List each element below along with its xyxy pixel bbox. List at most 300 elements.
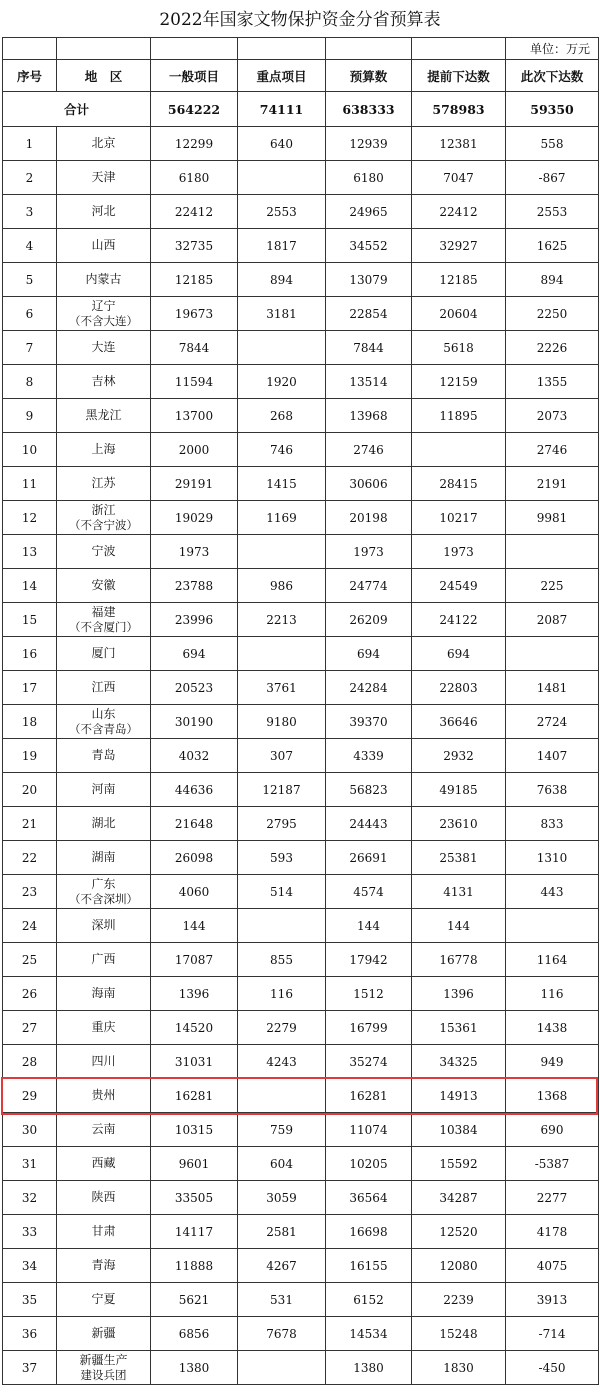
cell-current: 4178 bbox=[506, 1215, 599, 1249]
cell-budget: 26209 bbox=[326, 603, 412, 637]
cell-key: 2279 bbox=[238, 1011, 326, 1045]
cell-general: 22412 bbox=[151, 195, 238, 229]
table-row bbox=[3, 739, 599, 773]
region-note: （不含厦门） bbox=[69, 619, 138, 634]
region-name: 青海 bbox=[91, 1258, 116, 1272]
cell-key: 855 bbox=[238, 943, 326, 977]
cell-budget: 1380 bbox=[326, 1351, 412, 1385]
cell-advance: 25381 bbox=[412, 841, 506, 875]
cell-budget: 56823 bbox=[326, 773, 412, 807]
region-note: （不含深圳） bbox=[69, 891, 138, 906]
header-advance: 提前下达数 bbox=[412, 60, 506, 92]
cell-general: 23996 bbox=[151, 603, 238, 637]
cell-current: 7638 bbox=[506, 773, 599, 807]
row-number: 26 bbox=[3, 977, 57, 1011]
header-no: 序号 bbox=[3, 60, 57, 92]
cell-budget: 36564 bbox=[326, 1181, 412, 1215]
region-cell bbox=[57, 331, 151, 365]
cell-current: 2746 bbox=[506, 433, 599, 467]
region-cell bbox=[57, 297, 151, 331]
cell-advance: 15248 bbox=[412, 1317, 506, 1351]
region-name: 西藏 bbox=[91, 1156, 116, 1170]
cell-current: 833 bbox=[506, 807, 599, 841]
cell-general: 14117 bbox=[151, 1215, 238, 1249]
region-name: 深圳 bbox=[91, 918, 116, 932]
cell-current: 2191 bbox=[506, 467, 599, 501]
cell-key: 2213 bbox=[238, 603, 326, 637]
cell-current: 1438 bbox=[506, 1011, 599, 1045]
region-cell bbox=[57, 1079, 151, 1113]
region-name: 宁夏 bbox=[91, 1292, 116, 1306]
table-row bbox=[3, 161, 599, 195]
cell-key: 2795 bbox=[238, 807, 326, 841]
cell-budget: 10205 bbox=[326, 1147, 412, 1181]
cell-current: 1164 bbox=[506, 943, 599, 977]
region-name: 山西 bbox=[91, 238, 116, 252]
region-cell bbox=[57, 671, 151, 705]
cell-current: 894 bbox=[506, 263, 599, 297]
row-number: 29 bbox=[3, 1079, 57, 1113]
cell-advance: 20604 bbox=[412, 297, 506, 331]
cell-key bbox=[238, 161, 326, 195]
cell-general: 12299 bbox=[151, 127, 238, 161]
region-name: 上海 bbox=[91, 442, 116, 456]
region-name: 厦门 bbox=[91, 646, 116, 660]
cell-advance: 694 bbox=[412, 637, 506, 671]
cell-general: 21648 bbox=[151, 807, 238, 841]
header-budget: 预算数 bbox=[326, 60, 412, 92]
region-name: 四川 bbox=[91, 1054, 116, 1068]
total-label: 合计 bbox=[3, 92, 151, 127]
row-number: 22 bbox=[3, 841, 57, 875]
cell-current bbox=[506, 909, 599, 943]
cell-general: 29191 bbox=[151, 467, 238, 501]
cell-budget: 13514 bbox=[326, 365, 412, 399]
table-row bbox=[3, 1181, 599, 1215]
row-number: 21 bbox=[3, 807, 57, 841]
region-cell bbox=[57, 1249, 151, 1283]
cell-current: 2250 bbox=[506, 297, 599, 331]
region-cell bbox=[57, 637, 151, 671]
cell-general: 19673 bbox=[151, 297, 238, 331]
cell-current: 4075 bbox=[506, 1249, 599, 1283]
row-number: 32 bbox=[3, 1181, 57, 1215]
region-name: 陕西 bbox=[91, 1190, 116, 1204]
row-number: 5 bbox=[3, 263, 57, 297]
cell-current: 3913 bbox=[506, 1283, 599, 1317]
cell-budget: 1973 bbox=[326, 535, 412, 569]
cell-key: 307 bbox=[238, 739, 326, 773]
cell-current: 443 bbox=[506, 875, 599, 909]
region-cell bbox=[57, 841, 151, 875]
row-number: 13 bbox=[3, 535, 57, 569]
row-number: 14 bbox=[3, 569, 57, 603]
table-row bbox=[3, 1249, 599, 1283]
cell-budget: 1512 bbox=[326, 977, 412, 1011]
cell-key: 2553 bbox=[238, 195, 326, 229]
row-number: 2 bbox=[3, 161, 57, 195]
cell-current: 1368 bbox=[506, 1079, 599, 1113]
table-row bbox=[3, 943, 599, 977]
cell-budget: 16155 bbox=[326, 1249, 412, 1283]
cell-budget: 16799 bbox=[326, 1011, 412, 1045]
cell-advance: 49185 bbox=[412, 773, 506, 807]
row-number: 12 bbox=[3, 501, 57, 535]
cell-key: 894 bbox=[238, 263, 326, 297]
row-number: 16 bbox=[3, 637, 57, 671]
cell-general: 6180 bbox=[151, 161, 238, 195]
table-row bbox=[3, 603, 599, 637]
region-cell bbox=[57, 1181, 151, 1215]
cell-general: 23788 bbox=[151, 569, 238, 603]
cell-general: 30190 bbox=[151, 705, 238, 739]
table-row bbox=[3, 705, 599, 739]
row-number: 6 bbox=[3, 297, 57, 331]
region-cell bbox=[57, 1045, 151, 1079]
table-row bbox=[3, 433, 599, 467]
total-key: 74111 bbox=[238, 92, 326, 127]
region-cell bbox=[57, 467, 151, 501]
cell-budget: 6180 bbox=[326, 161, 412, 195]
cell-current bbox=[506, 637, 599, 671]
table-row bbox=[3, 671, 599, 705]
total-advance: 578983 bbox=[412, 92, 506, 127]
cell-advance: 28415 bbox=[412, 467, 506, 501]
cell-general: 1396 bbox=[151, 977, 238, 1011]
cell-general: 31031 bbox=[151, 1045, 238, 1079]
cell-advance: 1396 bbox=[412, 977, 506, 1011]
cell-general: 14520 bbox=[151, 1011, 238, 1045]
region-cell bbox=[57, 433, 151, 467]
region-cell bbox=[57, 1011, 151, 1045]
region-cell bbox=[57, 909, 151, 943]
region-name: 贵州 bbox=[91, 1088, 116, 1102]
cell-budget: 2746 bbox=[326, 433, 412, 467]
table-row bbox=[3, 807, 599, 841]
cell-key: 1817 bbox=[238, 229, 326, 263]
region-name: 安徽 bbox=[91, 578, 116, 592]
cell-key: 746 bbox=[238, 433, 326, 467]
cell-budget: 144 bbox=[326, 909, 412, 943]
region-name: 江苏 bbox=[91, 476, 116, 490]
total-row bbox=[3, 92, 599, 127]
cell-current: 1355 bbox=[506, 365, 599, 399]
table-row bbox=[3, 1317, 599, 1351]
cell-advance bbox=[412, 433, 506, 467]
table-row bbox=[3, 841, 599, 875]
cell-current: 2724 bbox=[506, 705, 599, 739]
cell-key: 268 bbox=[238, 399, 326, 433]
cell-key: 7678 bbox=[238, 1317, 326, 1351]
cell-budget: 14534 bbox=[326, 1317, 412, 1351]
table-row bbox=[3, 501, 599, 535]
cell-current: -867 bbox=[506, 161, 599, 195]
region-name: 广西 bbox=[91, 952, 116, 966]
cell-advance: 15592 bbox=[412, 1147, 506, 1181]
region-cell bbox=[57, 569, 151, 603]
cell-budget: 20198 bbox=[326, 501, 412, 535]
row-number: 27 bbox=[3, 1011, 57, 1045]
cell-advance: 12159 bbox=[412, 365, 506, 399]
region-cell bbox=[57, 875, 151, 909]
table-row bbox=[3, 1079, 599, 1113]
table-row bbox=[3, 467, 599, 501]
row-number: 28 bbox=[3, 1045, 57, 1079]
table-row bbox=[3, 569, 599, 603]
cell-current: 2226 bbox=[506, 331, 599, 365]
cell-current: 9981 bbox=[506, 501, 599, 535]
cell-budget: 13968 bbox=[326, 399, 412, 433]
cell-advance: 24122 bbox=[412, 603, 506, 637]
region-name: 甘肃 bbox=[91, 1224, 116, 1238]
table-row bbox=[3, 229, 599, 263]
cell-key: 1920 bbox=[238, 365, 326, 399]
region-name: 广东 bbox=[91, 876, 116, 891]
cell-key: 3761 bbox=[238, 671, 326, 705]
cell-advance: 1830 bbox=[412, 1351, 506, 1385]
cell-general: 4060 bbox=[151, 875, 238, 909]
cell-budget: 22854 bbox=[326, 297, 412, 331]
region-name: 青岛 bbox=[91, 748, 116, 762]
cell-current: 225 bbox=[506, 569, 599, 603]
row-number: 9 bbox=[3, 399, 57, 433]
table-row bbox=[3, 535, 599, 569]
cell-general: 26098 bbox=[151, 841, 238, 875]
cell-general: 11888 bbox=[151, 1249, 238, 1283]
cell-advance: 24549 bbox=[412, 569, 506, 603]
cell-general: 7844 bbox=[151, 331, 238, 365]
row-number: 11 bbox=[3, 467, 57, 501]
table-header bbox=[3, 60, 599, 92]
region-name: 内蒙古 bbox=[85, 272, 122, 286]
table-row bbox=[3, 1045, 599, 1079]
cell-budget: 11074 bbox=[326, 1113, 412, 1147]
cell-budget: 34552 bbox=[326, 229, 412, 263]
region-cell bbox=[57, 943, 151, 977]
region-cell bbox=[57, 195, 151, 229]
region-name: 新疆 bbox=[91, 1326, 116, 1340]
region-cell bbox=[57, 977, 151, 1011]
cell-key: 1415 bbox=[238, 467, 326, 501]
region-cell bbox=[57, 501, 151, 535]
table-row bbox=[3, 637, 599, 671]
row-number: 18 bbox=[3, 705, 57, 739]
cell-budget: 26691 bbox=[326, 841, 412, 875]
region-cell bbox=[57, 807, 151, 841]
row-number: 1 bbox=[3, 127, 57, 161]
cell-general: 33505 bbox=[151, 1181, 238, 1215]
row-number: 3 bbox=[3, 195, 57, 229]
region-name: 宁波 bbox=[91, 544, 116, 558]
row-number: 36 bbox=[3, 1317, 57, 1351]
region-name: 重庆 bbox=[91, 1020, 116, 1034]
region-cell bbox=[57, 1215, 151, 1249]
cell-advance: 2932 bbox=[412, 739, 506, 773]
region-cell bbox=[57, 705, 151, 739]
region-cell bbox=[57, 161, 151, 195]
table-row bbox=[3, 875, 599, 909]
cell-current: -5387 bbox=[506, 1147, 599, 1181]
table-row bbox=[3, 365, 599, 399]
total-general: 564222 bbox=[151, 92, 238, 127]
cell-advance: 12080 bbox=[412, 1249, 506, 1283]
region-name: 湖南 bbox=[91, 850, 116, 864]
table-row bbox=[3, 263, 599, 297]
cell-advance: 32927 bbox=[412, 229, 506, 263]
cell-current: 1625 bbox=[506, 229, 599, 263]
table-row bbox=[3, 773, 599, 807]
region-cell bbox=[57, 1147, 151, 1181]
cell-advance: 144 bbox=[412, 909, 506, 943]
cell-key: 116 bbox=[238, 977, 326, 1011]
cell-current: -714 bbox=[506, 1317, 599, 1351]
row-number: 31 bbox=[3, 1147, 57, 1181]
cell-advance: 2239 bbox=[412, 1283, 506, 1317]
region-cell bbox=[57, 127, 151, 161]
region-cell bbox=[57, 1283, 151, 1317]
cell-current: 1310 bbox=[506, 841, 599, 875]
cell-current: 1407 bbox=[506, 739, 599, 773]
region-cell bbox=[57, 603, 151, 637]
unit-row bbox=[3, 38, 599, 60]
row-number: 10 bbox=[3, 433, 57, 467]
cell-advance: 5618 bbox=[412, 331, 506, 365]
unit-label: 单位：万元 bbox=[506, 38, 599, 60]
table-row bbox=[3, 1011, 599, 1045]
cell-general: 1380 bbox=[151, 1351, 238, 1385]
table-row bbox=[3, 1215, 599, 1249]
cell-key: 759 bbox=[238, 1113, 326, 1147]
cell-advance: 1973 bbox=[412, 535, 506, 569]
cell-budget: 4574 bbox=[326, 875, 412, 909]
cell-general: 44636 bbox=[151, 773, 238, 807]
row-number: 4 bbox=[3, 229, 57, 263]
cell-key: 3181 bbox=[238, 297, 326, 331]
region-cell bbox=[57, 773, 151, 807]
row-number: 15 bbox=[3, 603, 57, 637]
cell-advance: 10384 bbox=[412, 1113, 506, 1147]
row-number: 8 bbox=[3, 365, 57, 399]
cell-budget: 35274 bbox=[326, 1045, 412, 1079]
region-name: 大连 bbox=[91, 340, 116, 354]
cell-key: 3059 bbox=[238, 1181, 326, 1215]
region-cell bbox=[57, 263, 151, 297]
region-cell bbox=[57, 535, 151, 569]
cell-advance: 14913 bbox=[412, 1079, 506, 1113]
cell-general: 19029 bbox=[151, 501, 238, 535]
row-number: 20 bbox=[3, 773, 57, 807]
row-number: 17 bbox=[3, 671, 57, 705]
cell-current: 1481 bbox=[506, 671, 599, 705]
cell-general: 20523 bbox=[151, 671, 238, 705]
row-number: 23 bbox=[3, 875, 57, 909]
cell-general: 6856 bbox=[151, 1317, 238, 1351]
cell-budget: 694 bbox=[326, 637, 412, 671]
cell-advance: 12381 bbox=[412, 127, 506, 161]
region-name: 辽宁 bbox=[91, 298, 116, 313]
table-row bbox=[3, 195, 599, 229]
table-row bbox=[3, 331, 599, 365]
region-name: 天津 bbox=[91, 170, 116, 184]
cell-current: 690 bbox=[506, 1113, 599, 1147]
cell-budget: 39370 bbox=[326, 705, 412, 739]
cell-key bbox=[238, 535, 326, 569]
cell-key: 4267 bbox=[238, 1249, 326, 1283]
cell-key bbox=[238, 1079, 326, 1113]
cell-budget: 24443 bbox=[326, 807, 412, 841]
cell-key: 9180 bbox=[238, 705, 326, 739]
cell-budget: 17942 bbox=[326, 943, 412, 977]
cell-budget: 24965 bbox=[326, 195, 412, 229]
cell-general: 2000 bbox=[151, 433, 238, 467]
region-cell bbox=[57, 365, 151, 399]
cell-key bbox=[238, 637, 326, 671]
table-row bbox=[3, 1351, 599, 1385]
cell-advance: 22412 bbox=[412, 195, 506, 229]
header-region: 地 区 bbox=[57, 60, 151, 92]
header-current: 此次下达数 bbox=[506, 60, 599, 92]
cell-general: 13700 bbox=[151, 399, 238, 433]
cell-general: 12185 bbox=[151, 263, 238, 297]
cell-key bbox=[238, 331, 326, 365]
header-key: 重点项目 bbox=[238, 60, 326, 92]
region-name: 浙江 bbox=[91, 502, 116, 517]
page-title: 2022年国家文物保护资金分省预算表 bbox=[159, 10, 441, 30]
row-number: 35 bbox=[3, 1283, 57, 1317]
table-row bbox=[3, 909, 599, 943]
cell-advance: 22803 bbox=[412, 671, 506, 705]
cell-current: 2087 bbox=[506, 603, 599, 637]
cell-key: 604 bbox=[238, 1147, 326, 1181]
cell-key bbox=[238, 909, 326, 943]
cell-advance: 23610 bbox=[412, 807, 506, 841]
cell-budget: 6152 bbox=[326, 1283, 412, 1317]
cell-current: -450 bbox=[506, 1351, 599, 1385]
region-cell bbox=[57, 229, 151, 263]
cell-advance: 4131 bbox=[412, 875, 506, 909]
cell-budget: 24774 bbox=[326, 569, 412, 603]
region-name: 北京 bbox=[91, 136, 116, 150]
region-name: 新疆生产 bbox=[79, 1352, 128, 1367]
cell-advance: 10217 bbox=[412, 501, 506, 535]
cell-budget: 30606 bbox=[326, 467, 412, 501]
region-name: 福建 bbox=[91, 604, 116, 619]
cell-budget: 4339 bbox=[326, 739, 412, 773]
cell-current: 2277 bbox=[506, 1181, 599, 1215]
cell-current: 949 bbox=[506, 1045, 599, 1079]
cell-advance: 34287 bbox=[412, 1181, 506, 1215]
cell-advance: 12185 bbox=[412, 263, 506, 297]
region-name: 江西 bbox=[91, 680, 116, 694]
region-note: 建设兵团 bbox=[80, 1367, 127, 1382]
region-note: （不含青岛） bbox=[69, 721, 138, 736]
region-name: 山东 bbox=[91, 706, 116, 721]
cell-general: 144 bbox=[151, 909, 238, 943]
cell-general: 694 bbox=[151, 637, 238, 671]
row-number: 7 bbox=[3, 331, 57, 365]
region-note: （不含宁波） bbox=[69, 517, 138, 532]
region-name: 黑龙江 bbox=[85, 408, 122, 422]
cell-current: 2073 bbox=[506, 399, 599, 433]
row-number: 25 bbox=[3, 943, 57, 977]
cell-budget: 7844 bbox=[326, 331, 412, 365]
row-number: 19 bbox=[3, 739, 57, 773]
header-general: 一般项目 bbox=[151, 60, 238, 92]
cell-key: 531 bbox=[238, 1283, 326, 1317]
region-name: 河北 bbox=[91, 204, 116, 218]
table-row bbox=[3, 297, 599, 331]
region-name: 湖北 bbox=[91, 816, 116, 830]
